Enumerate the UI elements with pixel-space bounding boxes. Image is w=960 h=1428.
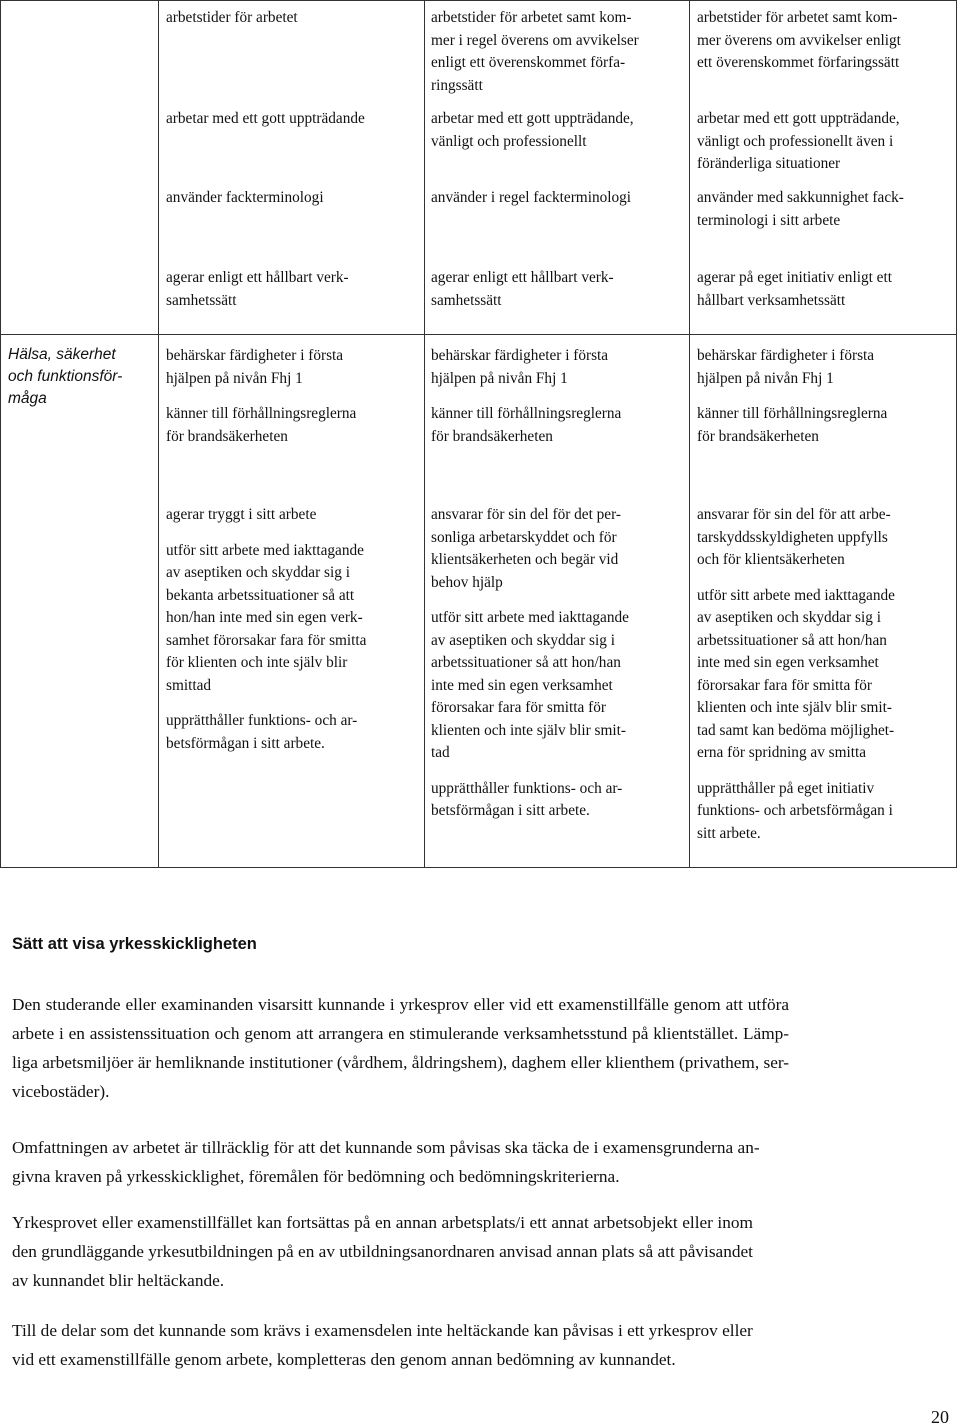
- paragraph-line: den grundläggande yrkesutbildningen på en av utbildningsanordnaren anvisad annan plats så att påvisandet: [12, 1242, 753, 1261]
- criterion-text: behärskar färdigheter i första hjälpen på nivån Fhj 1: [166, 347, 344, 387]
- table-cell: [431, 7, 686, 97]
- criterion-text: agerar tryggt i sitt arbete: [166, 506, 317, 523]
- table-top-border: [0, 0, 957, 1]
- table-right-border: [956, 0, 957, 868]
- table-bottom-border: [0, 867, 957, 868]
- criterion-text: använder fackterminologi: [166, 189, 324, 206]
- table-cell: [166, 504, 418, 755]
- section-title: Sätt att visa yrkesskickligheten: [12, 935, 257, 953]
- table-cell: [431, 267, 686, 312]
- table-cell: [697, 267, 952, 312]
- area-header-cell: Hälsa, säkerhet och funktionsför- måga: [8, 346, 123, 407]
- table-cell: [697, 345, 952, 448]
- criterion-text: arbetar med ett gott uppträdande: [166, 110, 365, 127]
- paragraph: [12, 1133, 760, 1191]
- criterion-text: agerar enligt ett hållbart verk- samhetssätt: [431, 269, 614, 309]
- paragraph: [12, 1208, 753, 1295]
- row-divider: [0, 334, 957, 335]
- criterion-text: känner till förhållningsreglerna för brandsäkerheten: [431, 405, 622, 445]
- paragraph-line: vicebostäder).: [12, 1082, 110, 1101]
- criterion-text: upprätthåller funktions- och ar- betsförmågan i sitt arbete.: [166, 712, 358, 752]
- paragraph-line: Yrkesprovet eller examenstillfället kan fortsättas på en annan arbetsplats/i ett annat arbetsobjekt eller inom: [12, 1213, 753, 1232]
- column-divider: [158, 0, 159, 868]
- table-left-border: [0, 0, 1, 868]
- paragraph-line: Till de delar som det kunnande som krävs i examensdelen inte heltäckande kan påvisas i ett yrkesprov eller: [12, 1321, 753, 1340]
- criterion-text: använder med sakkunnighet fack- terminologi i sitt arbete: [697, 189, 904, 229]
- table-cell: [166, 108, 418, 131]
- table-cell: [166, 187, 418, 210]
- criterion-text: upprätthåller funktions- och ar- betsförmågan i sitt arbete.: [431, 779, 623, 819]
- paragraph: [12, 1316, 753, 1374]
- criterion-text: arbetstider för arbetet samt kom- mer i regel överens om avvikelser enligt ett överenskommet förfa- ringssätt: [431, 9, 639, 94]
- criterion-text: arbetstider för arbetet samt kom- mer överens om avvikelser enligt ett överenskommet förfaringssätt: [697, 9, 901, 71]
- criterion-text: utför sitt arbete med iakttagande av aseptiken och skyddar sig i arbetssituationer så att hon/han inte med sin egen verksamhet förorsakar fara för smitta för klienten och inte själv blir smit- tad samt kan bedöma möjlighet- erna för spridning av smitta: [697, 586, 895, 761]
- paragraph-line: Omfattningen av arbetet är tillräcklig för att det kunnande som påvisas ska täcka de i examensgrunderna an-: [12, 1138, 760, 1157]
- table-cell: [697, 108, 952, 176]
- paragraph-line: arbete i en assistenssituation och genom att arrangera en stimulerande verksamhetsstund på klientstället. Lämp-: [12, 1024, 790, 1043]
- criterion-text: utför sitt arbete med iakttagande av aseptiken och skyddar sig i bekanta arbetssituationer så att hon/han inte med sin egen verk- samhet förorsakar fara för smitta för klienten och inte själv blir smittad: [166, 541, 367, 694]
- table-cell: [431, 187, 686, 210]
- table-cell: [697, 187, 952, 232]
- criterion-text: använder i regel fackterminologi: [431, 189, 632, 206]
- criterion-text: ansvarar för sin del för det per- sonliga arbetarskyddet och för klientsäkerheten och begär vid behov hjälp: [431, 506, 621, 591]
- table-cell: [166, 7, 418, 30]
- criterion-text: arbetar med ett gott uppträdande, vänligt och professionellt även i föränderliga situationer: [697, 110, 900, 172]
- criterion-text: ansvarar för sin del för att arbe- tarskyddsskyldigheten uppfylls och för klientsäkerheten: [697, 506, 891, 568]
- table-cell: [166, 345, 418, 448]
- column-divider: [689, 0, 690, 868]
- criterion-text: utför sitt arbete med iakttagande av aseptiken och skyddar sig i arbetssituationer så att hon/han inte med sin egen verksamhet förorsakar fara för smitta för klienten och inte själv blir smit- tad: [431, 609, 629, 761]
- paragraph-line: liga arbetsmiljöer är hemliknande institutioner (vårdhem, åldringshem), daghem eller klienthem (privathem, ser-: [12, 1053, 790, 1072]
- criterion-text: behärskar färdigheter i första hjälpen på nivån Fhj 1: [431, 347, 609, 387]
- criterion-text: agerar enligt ett hållbart verk- samhetssätt: [166, 269, 349, 309]
- table-cell: [431, 345, 686, 448]
- page-number: 20: [931, 1407, 949, 1427]
- table-cell: [697, 7, 952, 75]
- column-divider: [424, 0, 425, 868]
- table-cell: [697, 504, 952, 845]
- criterion-text: behärskar färdigheter i första hjälpen på nivån Fhj 1: [697, 347, 875, 387]
- criterion-text: arbetstider för arbetet: [166, 9, 298, 26]
- criterion-text: känner till förhållningsreglerna för brandsäkerheten: [697, 405, 888, 445]
- criterion-text: agerar på eget initiativ enligt ett hållbart verksamhetssätt: [697, 269, 892, 309]
- paragraph-line: Den studerande eller examinanden visarsitt kunnande i yrkesprov eller vid ett examenstillfälle genom att utföra: [12, 995, 790, 1014]
- table-cell: [166, 267, 418, 312]
- table-cell: [431, 108, 686, 153]
- paragraph-line: vid ett examenstillfälle genom arbete, kompletteras den genom annan bedömning av kunnandet.: [12, 1350, 676, 1369]
- criterion-text: känner till förhållningsreglerna för brandsäkerheten: [166, 405, 357, 445]
- paragraph-line: av kunnandet blir heltäckande.: [12, 1271, 225, 1290]
- criterion-text: arbetar med ett gott uppträdande, vänligt och professionellt: [431, 110, 634, 150]
- criterion-text: upprätthåller på eget initiativ funktions- och arbetsförmågan i sitt arbete.: [697, 779, 893, 842]
- table-cell: [431, 504, 686, 823]
- paragraph: [12, 990, 789, 1106]
- paragraph-line: givna kraven på yrkesskicklighet, föremålen för bedömning och bedömningskriterierna.: [12, 1167, 620, 1186]
